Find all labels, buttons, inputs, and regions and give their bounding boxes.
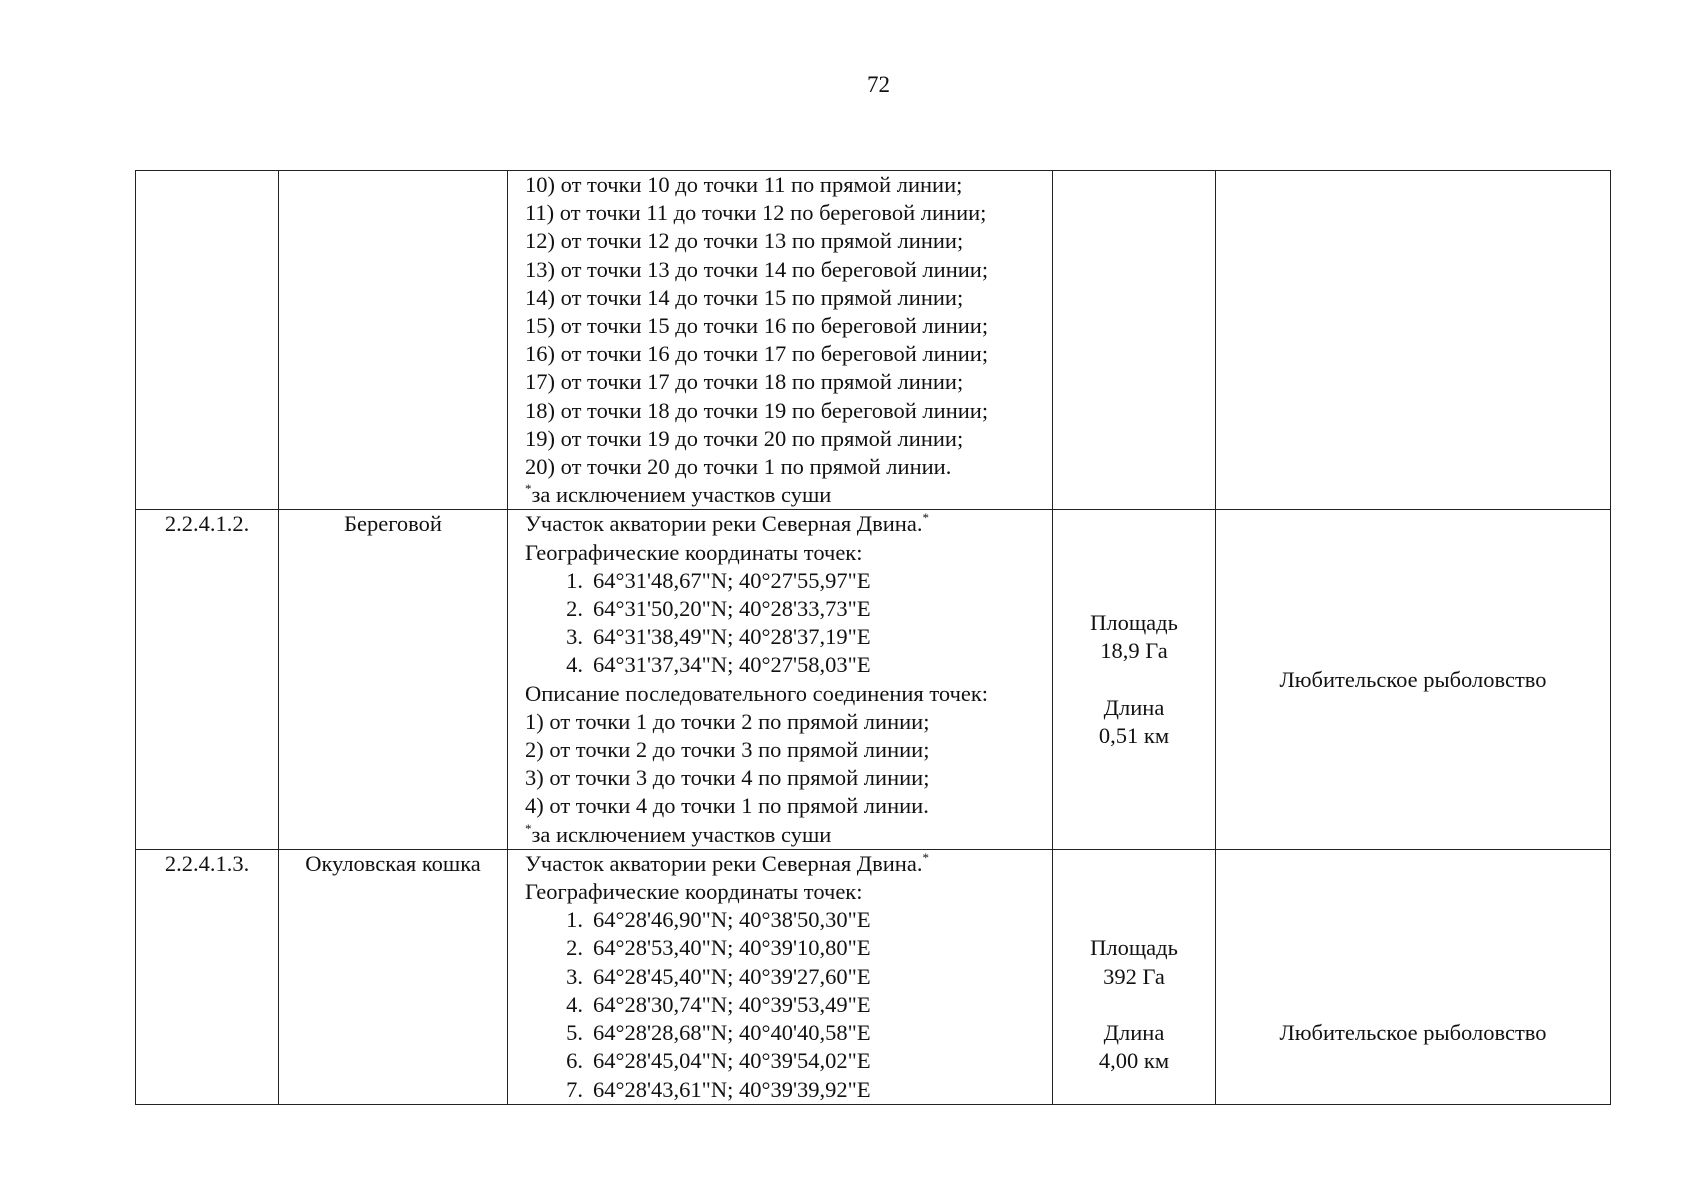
coord-number: 4. [566, 652, 583, 678]
area-name: Окуловская кошка [279, 849, 508, 1104]
segment-line: 20) от точки 20 до точки 1 по прямой линии. [525, 454, 952, 480]
coords-list [525, 906, 1052, 1103]
title-mark: * [922, 510, 929, 526]
segment-line: 13) от точки 13 до точки 14 по береговой линии; [525, 256, 989, 282]
footnote-text: за исключением участков суши [531, 821, 832, 847]
segment-line: 4) от точки 4 до точки 1 по прямой линии. [525, 793, 929, 819]
footnote-text: за исключением участков суши [531, 482, 832, 508]
segment-line: 15) от точки 15 до точки 16 по береговой линии; [525, 313, 989, 339]
coord-item [549, 595, 1052, 623]
segment-line: 3) от точки 3 до точки 4 по прямой линии; [525, 765, 930, 791]
coord-number: 3. [566, 963, 583, 989]
table-row-okulovskaya [136, 849, 1611, 1104]
area-title-text: Участок акватории реки Северная Двина. [525, 850, 923, 876]
coord-item [549, 1076, 1052, 1104]
area-title-text: Участок акватории реки Северная Двина. [525, 511, 923, 537]
length-value: 4,00 км [1098, 1047, 1170, 1073]
coord-number: 4. [566, 991, 583, 1017]
coord-item [549, 567, 1052, 595]
code-cell-empty [136, 171, 279, 510]
length-label: Длина [1103, 1019, 1165, 1045]
coords-list [525, 567, 1052, 680]
coord-number: 5. [566, 1020, 583, 1046]
coord-value: 64°28'45,04"N; 40°39'54,02"E [593, 1048, 871, 1074]
area-title [525, 850, 1052, 878]
coord-item [549, 906, 1052, 934]
coord-item [549, 651, 1052, 679]
area-value: 18,9 Га [1100, 638, 1168, 664]
segment-line: 17) от точки 17 до точки 18 по прямой линии; [525, 369, 964, 395]
area-code: 2.2.4.1.3. [136, 849, 279, 1104]
coord-item [549, 1047, 1052, 1075]
area-label: Площадь [1090, 610, 1178, 636]
fishing-areas-table [135, 170, 1611, 1105]
coord-item [549, 963, 1052, 991]
metrics-cell-empty [1053, 171, 1216, 510]
area-code: 2.2.4.1.2. [136, 510, 279, 849]
footnote [525, 821, 1052, 849]
name-cell-empty [279, 171, 508, 510]
coords-header: Географические координаты точек: [525, 539, 863, 565]
segment-line: 1) от точки 1 до точки 2 по прямой линии; [525, 708, 930, 734]
table-row-continued [136, 171, 1611, 510]
coord-value: 64°31'50,20"N; 40°28'33,73"E [593, 596, 871, 622]
coords-header: Географические координаты точек: [525, 879, 863, 905]
coord-number: 7. [566, 1076, 583, 1102]
segment-line: 19) от точки 19 до точки 20 по прямой линии; [525, 425, 964, 451]
coord-value: 64°31'38,49"N; 40°28'37,19"E [593, 624, 871, 650]
segments-header: Описание последовательного соединения точек: [525, 680, 989, 706]
coord-value: 64°28'30,74"N; 40°39'53,49"E [593, 991, 871, 1017]
area-label: Площадь [1090, 935, 1178, 961]
coord-value: 64°28'45,40"N; 40°39'27,60"E [593, 963, 871, 989]
segment-line: 10) от точки 10 до точки 11 по прямой линии; [525, 172, 963, 197]
footnote [525, 481, 1052, 509]
segment-line: 11) от точки 11 до точки 12 по береговой линии; [525, 200, 987, 226]
coord-number: 2. [566, 935, 583, 961]
table-row-beregovoy [136, 510, 1611, 849]
footnote-mark: * [525, 481, 532, 497]
coord-item [549, 1019, 1052, 1047]
coord-number: 1. [566, 907, 583, 933]
page-number: 72 [867, 72, 890, 97]
coord-number: 1. [566, 567, 583, 593]
coord-number: 3. [566, 624, 583, 650]
description-cell [508, 849, 1053, 1104]
description-cell [508, 171, 1053, 510]
segment-line: 12) от точки 12 до точки 13 по прямой линии; [525, 228, 964, 254]
footnote-mark: * [525, 820, 532, 836]
coord-value: 64°28'53,40"N; 40°39'10,80"E [593, 935, 871, 961]
segment-line: 16) от точки 16 до точки 17 по береговой линии; [525, 341, 989, 367]
use-type: Любительское рыболовство [1216, 849, 1611, 1104]
metrics-cell [1053, 510, 1216, 849]
area-value: 392 Га [1103, 963, 1165, 989]
coord-value: 64°31'37,34"N; 40°27'58,03"E [593, 652, 871, 678]
area-title [525, 510, 1052, 538]
coord-item [549, 991, 1052, 1019]
coord-item [549, 623, 1052, 651]
description-cell [508, 510, 1053, 849]
title-mark: * [922, 849, 929, 865]
length-label: Длина [1103, 694, 1165, 720]
coord-number: 2. [566, 596, 583, 622]
area-name: Береговой [279, 510, 508, 849]
coord-item [549, 934, 1052, 962]
coord-value: 64°28'28,68"N; 40°40'40,58"E [593, 1020, 871, 1046]
coord-value: 64°28'43,61"N; 40°39'39,92"E [593, 1076, 871, 1102]
length-value: 0,51 км [1098, 722, 1170, 748]
segment-line: 2) от точки 2 до точки 3 по прямой линии; [525, 737, 930, 763]
segment-line: 18) от точки 18 до точки 19 по береговой линии; [525, 397, 989, 423]
metrics-cell [1053, 849, 1216, 1104]
coord-number: 6. [566, 1048, 583, 1074]
use-cell-empty [1216, 171, 1611, 510]
use-type: Любительское рыболовство [1216, 510, 1611, 849]
coord-value: 64°28'46,90"N; 40°38'50,30"E [593, 907, 871, 933]
coord-value: 64°31'48,67"N; 40°27'55,97"E [593, 567, 871, 593]
segment-line: 14) от точки 14 до точки 15 по прямой линии; [525, 284, 964, 310]
